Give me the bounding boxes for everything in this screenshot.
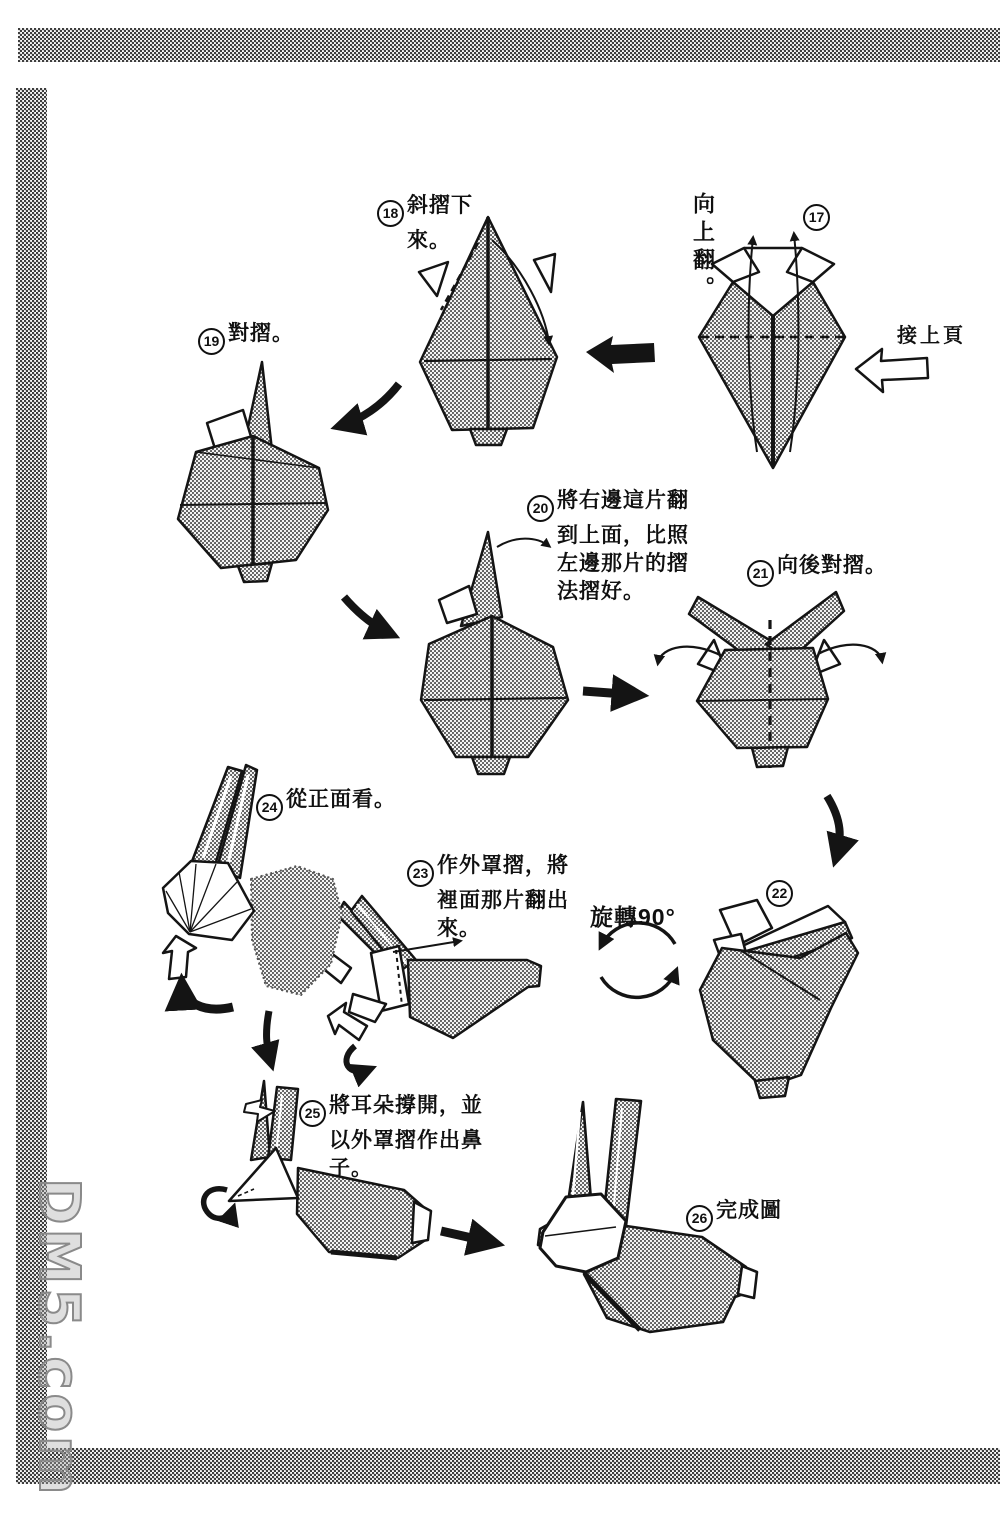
continuation-arrow-icon	[856, 349, 928, 392]
arrow-step18-to-step19	[340, 384, 399, 426]
step-22-label	[766, 872, 796, 907]
flip-up-note: 向上翻。	[690, 192, 716, 304]
step-20-text: 將右邊這片翻到上面，比照左邊那片的摺法摺好。	[557, 489, 689, 604]
rotate-90-icon	[601, 923, 676, 998]
arrow-step20-to-step21	[583, 691, 638, 695]
step-18-number: 18	[377, 200, 404, 227]
step-19-text: 對摺。	[228, 322, 294, 345]
step-24-label	[256, 786, 396, 821]
step-22-number: 22	[766, 880, 793, 907]
step-17-label	[803, 196, 833, 231]
rotate-90-label: 旋轉90°	[590, 904, 676, 930]
step-18-label	[377, 192, 509, 255]
arrow-step21-to-step22	[827, 796, 840, 858]
step-25-label	[299, 1092, 493, 1183]
figure-step-17	[699, 234, 845, 468]
step-18-text: 斜摺下來。	[407, 194, 473, 252]
step-24-text: 從正面看。	[286, 788, 396, 811]
step-25-text: 將耳朵撐開，並以外罩摺作出鼻子。	[329, 1094, 483, 1180]
step-23-text: 作外罩摺，將裡面那片翻出來。	[437, 854, 569, 940]
step-23-label	[407, 852, 579, 943]
step-26-text: 完成圖	[716, 1199, 782, 1222]
arrow-step19-to-step20	[344, 597, 391, 634]
watermark: DM5.com	[26, 1178, 91, 1499]
step-19-number: 19	[198, 328, 225, 355]
figure-step-19	[178, 362, 328, 582]
step-24-number: 24	[256, 794, 283, 821]
step-26-number: 26	[686, 1205, 713, 1232]
step-26-label	[686, 1197, 782, 1232]
arrow-step17-to-step18	[586, 336, 655, 373]
step-21-number: 21	[747, 560, 774, 587]
step-21-text: 向後對摺。	[777, 554, 887, 577]
step-20-number: 20	[527, 495, 554, 522]
step-21-label	[747, 552, 887, 587]
step-25-number: 25	[299, 1100, 326, 1127]
step-19-label	[198, 320, 294, 355]
arrow-step23-to-step25	[267, 1011, 271, 1063]
figure-step-22	[700, 900, 858, 1098]
arrow-step25-to-step26	[441, 1231, 494, 1243]
continuation-label: 接上頁	[897, 325, 966, 347]
step-17-number: 17	[803, 204, 830, 231]
figure-step-21	[658, 592, 882, 768]
step-20-label	[527, 487, 699, 606]
step-23-number: 23	[407, 860, 434, 887]
